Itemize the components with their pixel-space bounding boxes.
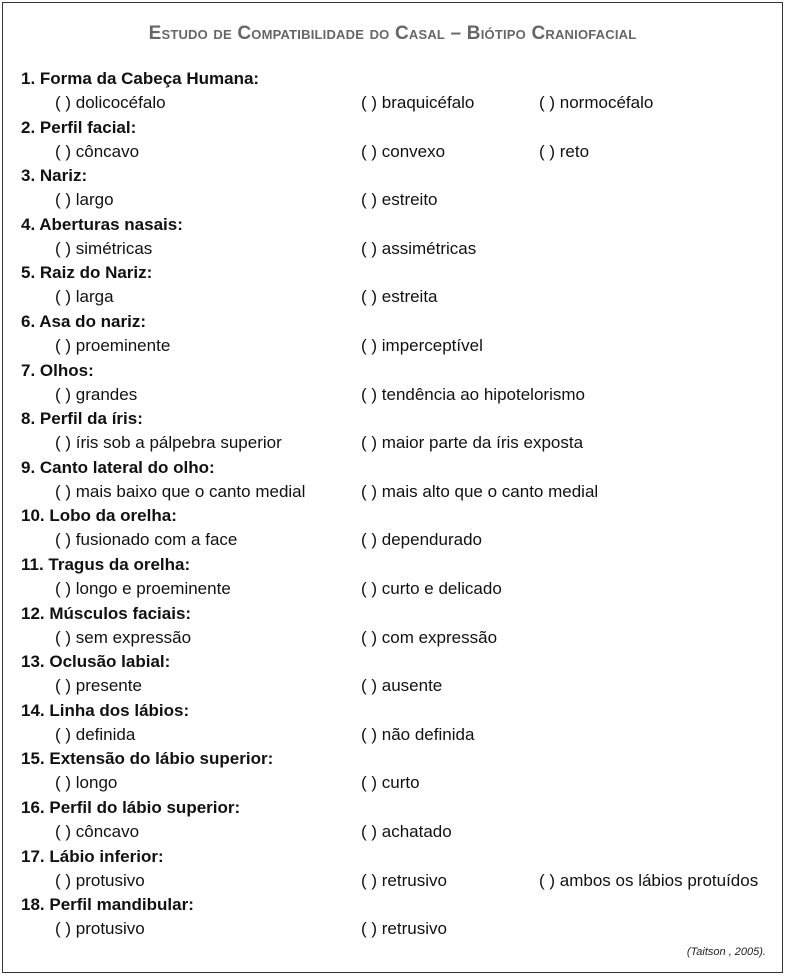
question-item [21,893,447,942]
checkbox-option[interactable]: ( ) sem expressão [55,627,192,647]
question-label: 2. Perfil facial: [21,117,137,137]
option-row [21,577,502,601]
question-label: 8. Perfil da íris: [21,409,143,429]
option-row [21,820,452,844]
question-item [21,747,420,796]
question-item [21,164,438,213]
question-item [21,359,585,408]
checkbox-option[interactable]: ( ) normocéfalo [539,93,654,112]
checkbox-option[interactable]: ( ) estreita [361,287,438,307]
checkbox-option[interactable]: ( ) tendência ao hipotelorismo [361,384,585,404]
checkbox-option[interactable]: ( ) longo e proeminente [55,578,231,598]
option-row [21,528,482,552]
question-label: 7. Olhos: [21,360,94,380]
checkbox-option[interactable]: ( ) mais alto que o canto medial [361,481,599,501]
option-row [21,626,498,650]
option-row [21,431,584,455]
checkbox-option[interactable]: ( ) braquicéfalo [361,93,475,112]
question-label: 14. Linha dos lábios: [21,700,190,720]
checkbox-option[interactable]: ( ) estreito [361,190,438,210]
checkbox-option[interactable]: ( ) larga [55,287,114,307]
checkbox-option[interactable]: ( ) retrusivo [361,919,447,939]
option-row [21,723,475,747]
checkbox-option[interactable]: ( ) dependurado [361,530,482,550]
question-item [21,650,443,699]
checkbox-option[interactable]: ( ) côncavo [55,821,140,841]
checkbox-option[interactable]: ( ) ambos os lábios protuídos [539,870,759,890]
question-label: 17. Lábio inferior: [21,846,164,866]
question-item [21,261,438,310]
checkbox-option[interactable]: ( ) grandes [55,384,138,404]
question-label: 9. Canto lateral do olho: [21,457,215,477]
checkbox-option[interactable]: ( ) fusionado com a face [55,530,238,550]
checkbox-option[interactable]: ( ) com expressão [361,627,498,647]
option-row [21,869,759,893]
checkbox-option[interactable]: ( ) côncavo [55,141,140,161]
question-list [21,67,759,942]
checkbox-option[interactable]: ( ) íris sob a pálpebra superior [55,433,282,453]
checkbox-option[interactable]: ( ) maior parte da íris exposta [361,433,584,453]
question-item [21,67,654,116]
checkbox-option[interactable]: ( ) reto [539,141,590,161]
citation: (Taitson , 2005). [686,946,766,958]
question-label: 3. Nariz: [21,166,88,186]
question-label: 10. Lobo da orelha: [21,506,177,526]
checkbox-option[interactable]: ( ) protusivo [55,870,145,890]
checkbox-option[interactable]: ( ) definida [55,724,136,744]
checkbox-option[interactable]: ( ) protusivo [55,919,145,939]
option-row [21,237,477,261]
question-item [21,310,483,359]
question-item [21,407,584,456]
option-row [21,188,438,212]
question-item [21,504,482,553]
question-item [21,602,498,651]
checkbox-option[interactable]: ( ) convexo [361,141,446,161]
form-frame [2,2,783,973]
checkbox-option[interactable]: ( ) dolicocéfalo [55,93,166,112]
checkbox-option[interactable]: ( ) retrusivo [361,870,447,890]
question-item [21,796,452,845]
question-label: 15. Extensão do lábio superior: [21,749,274,769]
checkbox-option[interactable]: ( ) ausente [361,676,443,696]
question-label: 5. Raiz do Nariz: [21,263,153,283]
question-item [21,699,475,748]
question-item [21,213,477,262]
question-label: 11. Tragus da orelha: [21,554,191,574]
question-label: 18. Perfil mandibular: [21,895,194,915]
checkbox-option[interactable]: ( ) simétricas [55,238,153,258]
checkbox-option[interactable]: ( ) não definida [361,724,475,744]
checkbox-option[interactable]: ( ) curto e delicado [361,578,502,598]
checkbox-option[interactable]: ( ) imperceptível [361,335,483,355]
question-label: 13. Oclusão labial: [21,652,171,672]
checkbox-option[interactable]: ( ) mais baixo que o canto medial [55,481,306,501]
question-item [21,116,590,165]
checkbox-option[interactable]: ( ) assimétricas [361,238,477,258]
question-label: 16. Perfil do lábio superior: [21,797,241,817]
checkbox-option[interactable]: ( ) longo [55,773,118,793]
option-row [21,140,590,164]
option-row [21,674,443,698]
checkbox-option[interactable]: ( ) curto [361,773,420,793]
option-row [21,383,585,407]
question-label: 1. Forma da Cabeça Humana: [21,69,260,88]
question-label: 12. Músculos faciais: [21,603,192,623]
question-item [21,456,599,505]
checkbox-option[interactable]: ( ) presente [55,676,142,696]
checkbox-option[interactable]: ( ) achatado [361,821,452,841]
form-title: Estudo de Compatibilidade do Casal – Biótipo Craniofacial [148,23,637,44]
checkbox-option[interactable]: ( ) largo [55,190,114,210]
checkbox-option[interactable]: ( ) proeminente [55,335,171,355]
option-row [21,771,420,795]
option-row [21,285,438,309]
question-label: 4. Aberturas nasais: [21,214,183,234]
option-row [21,917,447,941]
option-row [21,334,483,358]
question-label: 6. Asa do nariz: [21,311,147,331]
question-item [21,553,502,602]
question-item [21,845,759,894]
option-row [21,480,599,504]
option-row [21,91,654,115]
